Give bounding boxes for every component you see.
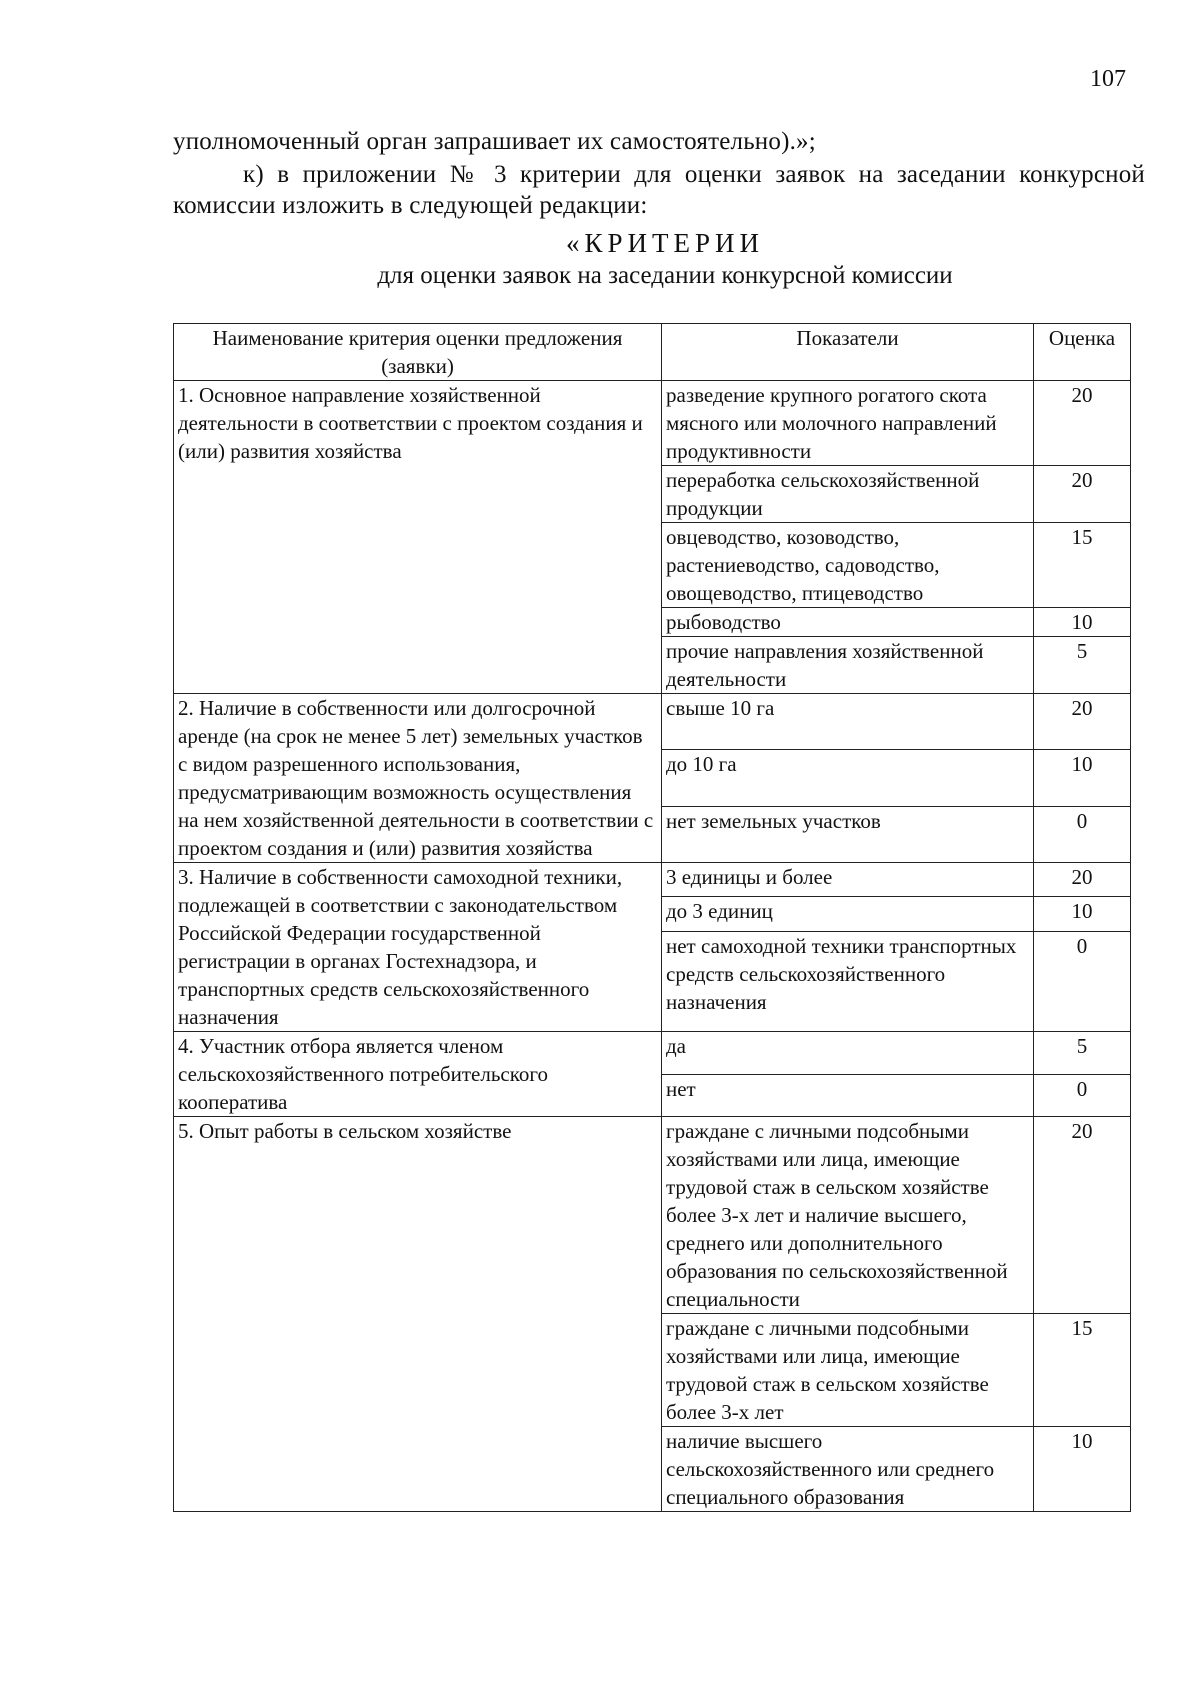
score-cell: 10 xyxy=(1034,1427,1131,1512)
score-cell: 15 xyxy=(1034,1314,1131,1427)
document-title: «КРИТЕРИИ xyxy=(565,228,765,258)
score-cell: 20 xyxy=(1034,466,1131,523)
paragraph-amendment: к) в приложении № 3 критерии для оценки заявок на заседании конкурсной комиссии изложить в следующей редакции: xyxy=(173,161,1145,219)
indicator-cell: свыше 10 га xyxy=(662,694,1034,750)
indicator-cell: нет xyxy=(662,1074,1034,1117)
indicator-cell: прочие направления хозяйственной деятельности xyxy=(662,637,1034,694)
score-cell: 20 xyxy=(1034,694,1131,750)
score-cell: 0 xyxy=(1034,806,1131,862)
page-number: 107 xyxy=(1090,66,1126,92)
score-cell: 20 xyxy=(1034,381,1131,466)
criterion-name: 2. Наличие в собственности или долгосрочной аренде (на срок не менее 5 лет) земельных участков с видом разрешенного использования, предусматривающим возможность осуществления на нем хозяйственной деятельности в соответствии с проектом создания и (или) развития хозяйства xyxy=(174,694,662,863)
score-cell: 5 xyxy=(1034,637,1131,694)
indicator-cell: граждане с личными подсобными хозяйствами или лица, имеющие трудовой стаж в сельском хозяйстве более 3-х лет и наличие высшего, среднего или дополнительного образования по сельскохозяйственной специальности xyxy=(662,1117,1034,1314)
score-cell: 10 xyxy=(1034,608,1131,637)
indicator-cell: разведение крупного рогатого скота мясного или молочного направлений продуктивности xyxy=(662,381,1034,466)
criteria-table xyxy=(173,323,1131,1512)
header-criterion: Наименование критерия оценки предложения (заявки) xyxy=(174,324,662,381)
indicator-cell: 3 единицы и более xyxy=(662,863,1034,897)
score-cell: 0 xyxy=(1034,931,1131,1031)
score-cell: 20 xyxy=(1034,1117,1131,1314)
header-indicators: Показатели xyxy=(662,324,1034,381)
indicator-cell: нет земельных участков xyxy=(662,806,1034,862)
score-cell: 20 xyxy=(1034,863,1131,897)
indicator-cell: овцеводство, козоводство, растениеводство, садоводство, овощеводство, птицеводство xyxy=(662,523,1034,608)
score-cell: 10 xyxy=(1034,750,1131,806)
document-subtitle: для оценки заявок на заседании конкурсной комиссии xyxy=(377,262,953,289)
paragraph-continuation: уполномоченный орган запрашивает их самостоятельно).»; xyxy=(173,128,816,155)
criterion-name: 5. Опыт работы в сельском хозяйстве xyxy=(174,1117,662,1512)
table-row xyxy=(174,1032,1131,1075)
indicator-cell: до 10 га xyxy=(662,750,1034,806)
table-row xyxy=(174,381,1131,466)
score-cell: 5 xyxy=(1034,1032,1131,1075)
indicator-cell: до 3 единиц xyxy=(662,897,1034,931)
indicator-cell: нет самоходной техники транспортных средств сельскохозяйственного назначения xyxy=(662,931,1034,1031)
table-row xyxy=(174,1117,1131,1314)
indicator-cell: переработка сельскохозяйственной продукции xyxy=(662,466,1034,523)
table-header-row xyxy=(174,324,1131,381)
header-score: Оценка xyxy=(1034,324,1131,381)
criterion-name: 3. Наличие в собственности самоходной техники, подлежащей в соответствии с законодательством Российской Федерации государственной регистрации в органах Гостехнадзора, и транспортных средств сельскохозяйственного назначения xyxy=(174,863,662,1032)
criterion-name: 1. Основное направление хозяйственной деятельности в соответствии с проектом создания и (или) развития хозяйства xyxy=(174,381,662,694)
indicator-cell: наличие высшего сельскохозяйственного или среднего специального образования xyxy=(662,1427,1034,1512)
score-cell: 10 xyxy=(1034,897,1131,931)
table-row xyxy=(174,694,1131,750)
indicator-cell: да xyxy=(662,1032,1034,1075)
indicator-cell: граждане с личными подсобными хозяйствами или лица, имеющие трудовой стаж в сельском хозяйстве более 3-х лет xyxy=(662,1314,1034,1427)
table-row xyxy=(174,863,1131,897)
criterion-name: 4. Участник отбора является членом сельскохозяйственного потребительского кооператива xyxy=(174,1032,662,1117)
score-cell: 0 xyxy=(1034,1074,1131,1117)
score-cell: 15 xyxy=(1034,523,1131,608)
indicator-cell: рыбоводство xyxy=(662,608,1034,637)
